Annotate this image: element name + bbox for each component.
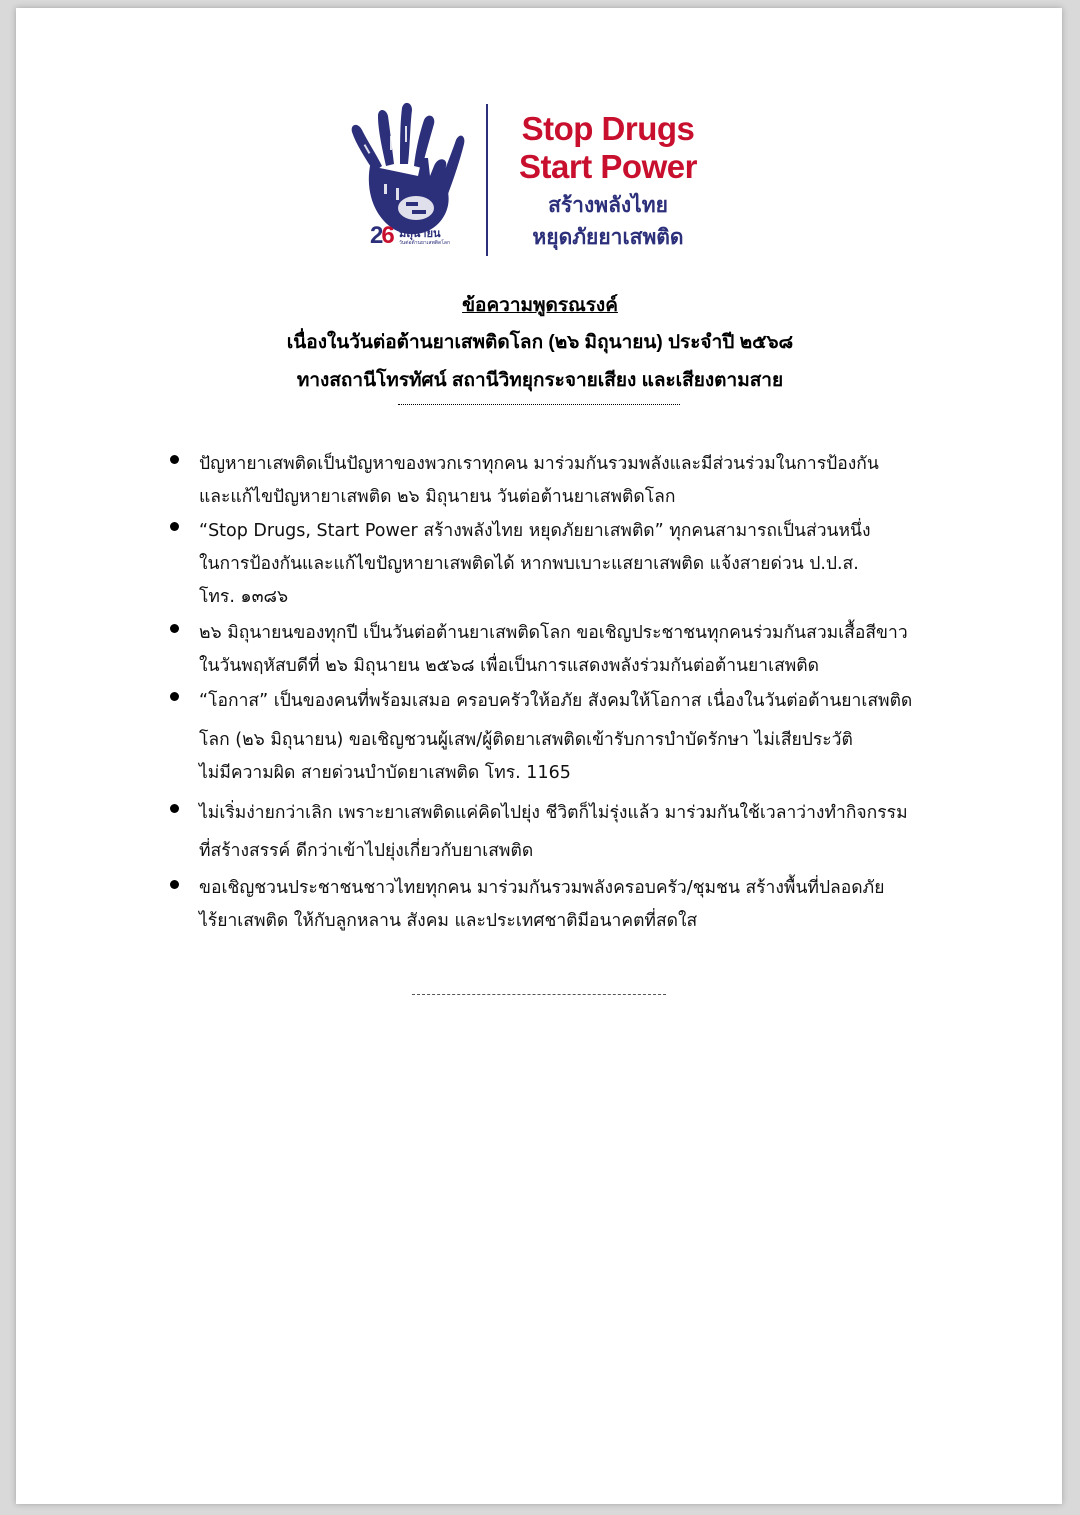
document-title: ข้อความพูดรณรงค์ [462, 295, 618, 316]
logo-title-th [498, 190, 718, 254]
bullet-dot-icon [170, 624, 179, 633]
logo-title-th-line2: หยุดภัยยาเสพติด [532, 226, 684, 249]
logo-divider [486, 104, 488, 256]
list-item-line: ปัญหายาเสพติดเป็นปัญหาของพวกเราทุกคน มาร่วมกันรวมพลังและมีส่วนร่วมในการป้องกัน [199, 454, 879, 474]
list-item-line: ไม่เริ่มง่ายกว่าเลิก เพราะยาเสพติดแค่คิดไปยุ่ง ชีวิตก็ไม่รุ่งแล้ว มาร่วมกันใช้เวลาว่างทำกิจกรรม [199, 803, 908, 823]
list-item-line: ๒๖ มิถุนายนของทุกปี เป็นวันต่อต้านยาเสพติดโลก ขอเชิญประชาชนทุกคนร่วมกันสวมเสื้อสีขาว [199, 623, 908, 643]
bullet-dot-icon [170, 804, 179, 813]
document-subtitle-line2: ทางสถานีโทรทัศน์ สถานีวิทยุกระจายเสียง และเสียงตามสาย [296, 370, 784, 391]
bullet-dot-icon [170, 455, 179, 464]
badge-number-6: 6 [381, 222, 393, 249]
bullet-dot-icon [170, 692, 179, 701]
list-item-line: ที่สร้างสรรค์ ดีกว่าเข้าไปยุ่งเกี่ยวกับยาเสพติด [199, 841, 534, 861]
logo-title-en-line1: Stop Drugs [521, 110, 695, 147]
list-item-line: ไม่มีความผิด สายด่วนบำบัดยาเสพติด โทร. 1165 [199, 763, 571, 783]
list-item-line: ขอเชิญชวนประชาชนชาวไทยทุกคน มาร่วมกันรวมพลังครอบครัว/ชุมชน สร้างพื้นที่ปลอดภัย [199, 878, 885, 898]
list-item-line: ในการป้องกันและแก้ไขปัญหายาเสพติดได้ หากพบเบาะแสยาเสพติด แจ้งสายด่วน ป.ป.ส. [199, 554, 859, 574]
badge-subtitle: วันต่อต้านยาเสพติดโลก [399, 240, 451, 246]
list-item-line: ในวันพฤหัสบดีที่ ๒๖ มิถุนายน ๒๕๖๘ เพื่อเป็นการแสดงพลังร่วมกันต่อต้านยาเสพติด [199, 656, 820, 676]
list-item-line: “โอกาส” เป็นของคนที่พร้อมเสมอ ครอบครัวให้อภัย สังคมให้โอกาส เนื่องในวันต่อต้านยาเสพติด [199, 691, 913, 711]
campaign-logo [348, 96, 708, 264]
end-separator [412, 994, 666, 995]
badge-month: มิถุนายน [399, 228, 441, 240]
date-badge [370, 222, 460, 252]
list-item-line: โทร. ๑๓๘๖ [199, 587, 289, 607]
bullet-dot-icon [170, 522, 179, 531]
list-item-line: ไร้ยาเสพติด ให้กับลูกหลาน สังคม และประเทศชาติมีอนาคตที่สดใส [199, 911, 698, 931]
logo-title-en-line2: Start Power [519, 148, 697, 185]
list-item-line: และแก้ไขปัญหายาเสพติด ๒๖ มิถุนายน วันต่อต้านยาเสพติดโลก [199, 487, 676, 507]
document-subtitle-line1: เนื่องในวันต่อต้านยาเสพติดโลก (๒๖ มิถุนายน) ประจำปี ๒๕๖๘ [286, 332, 794, 353]
logo-title-th-line1: สร้างพลังไทย [548, 194, 668, 217]
dotted-separator [398, 404, 680, 405]
list-item-line: โลก (๒๖ มิถุนายน) ขอเชิญชวนผู้เสพ/ผู้ติดยาเสพติดเข้ารับการบำบัดรักษา ไม่เสียประวัติ [199, 730, 853, 750]
logo-title-en [498, 110, 718, 186]
badge-number-2: 2 [370, 222, 382, 249]
list-item-line: “Stop Drugs, Start Power สร้างพลังไทย หยุดภัยยาเสพติด” ทุกคนสามารถเป็นส่วนหนึ่ง [199, 521, 871, 541]
bullet-dot-icon [170, 880, 179, 889]
